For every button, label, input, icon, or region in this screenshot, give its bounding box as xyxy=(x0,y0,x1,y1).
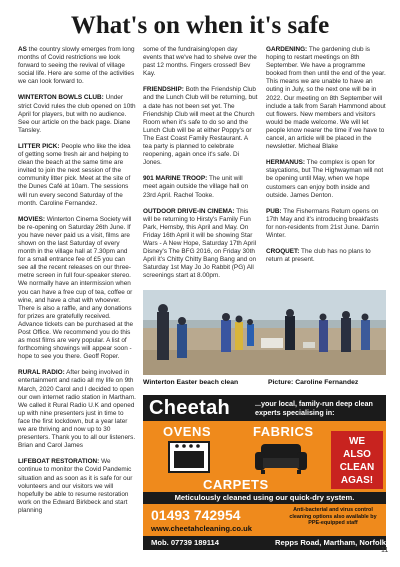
article-paragraph xyxy=(18,143,136,208)
advert-meticulous: Meticulously cleaned using our quick-dry system. xyxy=(143,492,386,504)
column-1 xyxy=(18,46,136,523)
clean-agas-badge xyxy=(331,431,383,489)
article-text: After being involved in entertainment and radio all my life on 9th March, 2020 Carol and I decided to open our own internet radio station in Martham. We called it Rural Radio U.K and opened up with nine presenters just in time to face the first lockdown, but a year later we are thriving and now up to 30 presenters. Thank you to all our listeners. Brian and Carol James xyxy=(18,369,136,450)
article-paragraph xyxy=(266,159,386,199)
article-text: The gardening club is hoping to restart meetings on 8th September. We have a programme booked from then until the end of the year. This means we are unable to have an outing in July, so the next one will be in 2022. Our meeting on 8th September will include a talk from Sarah Hammond about cut flowers. New members and visitors would be made welcome. We will let people know nearer the time if we have to cancel, an article will be placed in the newsletter. Micheal Blake xyxy=(266,46,386,151)
advert-fabrics-label: FABRICS xyxy=(253,424,314,439)
article-text: The club has no plans to return at present. xyxy=(266,248,371,264)
badge-line: ALSO xyxy=(343,449,371,460)
article-heading: RURAL RADIO: xyxy=(18,369,65,377)
page-title: What's on when it's safe xyxy=(70,12,330,39)
article-text: The Fishermans Return opens on 17th May and it's introducing breakfasts for non-residents from 21st June. Darrin Winter. xyxy=(266,207,379,239)
article-heading: 901 MARINE TROOP: xyxy=(143,175,208,183)
advert-website: www.cheetahcleaning.co.uk xyxy=(151,524,252,533)
article-text: People who like the idea of getting some fresh air and helping to clean the beach at the same time are invited to join the next session of the community litter pick. Meet at the site of the Dunes Café at 10am. The sessions will run every second Saturday of the month. Caroline Fernandez. xyxy=(18,142,131,207)
advert-tagline: ...your local, family-run deep clean experts specialising in: xyxy=(255,399,373,417)
article-heading: OUTDOOR DRIVE-IN CINEMA: xyxy=(143,207,235,215)
column-2 xyxy=(143,46,258,288)
article-paragraph xyxy=(143,46,258,78)
article-paragraph xyxy=(18,458,136,515)
article-heading: HERMANUS: xyxy=(266,159,306,167)
article-paragraph xyxy=(266,208,386,240)
article-heading: MOVIES: xyxy=(18,215,45,223)
article-paragraph xyxy=(143,175,258,199)
advert-phone: 01493 742954 xyxy=(151,507,241,523)
article-paragraph xyxy=(266,248,386,264)
article-heading: CROQUET: xyxy=(266,248,300,256)
article-heading: FRIENDSHIP: xyxy=(143,86,184,94)
article-text: the country slowly emerges from long months of Covid restrictions we look forward to seeing the revival of village social life. Here are some of the activities we can look forward to. xyxy=(18,46,135,86)
advert-carpets-label: CARPETS xyxy=(203,477,269,492)
article-heading: WINTERTON BOWLS CLUB: xyxy=(18,94,104,102)
article-text: Under strict Covid rules the club opened on 10th April for players, but with no audience. See our article on the back page. Diane Tansley. xyxy=(18,94,136,134)
photo-caption: Winterton Easter beach clean xyxy=(143,379,239,386)
article-heading: AS xyxy=(18,46,27,53)
article-heading: LITTER PICK: xyxy=(18,142,60,150)
photo-credit: Picture: Caroline Fernandez xyxy=(268,379,359,386)
article-text: Winterton Cinema Society will be re-opening on Saturday 26th June. If you have never paid us a visit, films are shown on the last Saturday of every month in the village hall at 7.30pm and for a small entrance fee of £5 you can see all the recent releases on our three-metre screen in full four-speaker stereo. We normally have an intermission when you can have a free cup of tea, coffee or wine, and have a chat with whoever. There is also a raffle, and any donations for prizes are gratefully received. Advance tickets can be purchased at the Post Office. We recommend you do this as most films are very popular. A list of forthcoming showings will appear soon - hope to see you there. Geoff Roper. xyxy=(18,215,134,361)
advert-ovens-label: OVENS xyxy=(163,424,212,439)
article-heading: PUB: xyxy=(266,207,282,215)
advert-anti-bacterial: Anti-bacterial and virus control cleaning options also available by PPE-equipped staff xyxy=(289,507,377,527)
oven-icon xyxy=(167,440,211,474)
advert-header xyxy=(143,395,386,421)
badge-line: AGAS! xyxy=(340,475,374,486)
badge-line: WE xyxy=(348,436,366,447)
article-text: some of the fundraising/open day events that we've had to shelve over the past 12 months. Fingers crossed! Bev Kay. xyxy=(143,46,257,78)
article-paragraph xyxy=(266,46,386,151)
page-number: 11 xyxy=(381,547,389,554)
badge-line: CLEAN xyxy=(339,462,375,473)
article-text: The unit will meet again outside the village hall on 23rd April. Rachel Tooke. xyxy=(143,175,249,199)
article-paragraph xyxy=(18,369,136,450)
article-text: Both the Friendship Club and the Lunch Club will be returning, but a date has not been set yet. The Friendship Club will meet at the Church Room when it's safe to do so and the Lunch Club will be at either Poppy's or The East Coast Family Restaurant. A tea party is planned to celebrate reopening, again once it's safe. Di Jones. xyxy=(143,86,258,167)
article-paragraph xyxy=(18,46,136,86)
advert-footer xyxy=(143,536,386,550)
advert-mobile: Mob. 07739 189114 xyxy=(151,538,219,547)
article-paragraph xyxy=(143,86,258,167)
article-text: We continue to monitor the Covid Pandemic situation and as soon as it is safe for our volunteers and our visitors we will hopefully be able to resume restoration work on the Edward Birkbeck and start planning xyxy=(18,458,133,514)
beach-clean-photo xyxy=(143,290,386,375)
article-text: This will be returning to Hirsty's Family Fun Park, Hemsby, this April and May. On Friday 16th April it will be showing Star Wars - A New Hope, Saturday 17th April Disney's The BFG 2016, on Friday 30th April it's Chitty Chitty Bang Bang and on Saturday 1st May Jo Jo Rabbit (PG) All screenings start at 8.00pm. xyxy=(143,207,257,280)
advert-address: Repps Road, Martham, Norfolk xyxy=(275,538,386,547)
column-3 xyxy=(266,46,386,272)
article-paragraph xyxy=(18,216,136,362)
sofa-icon xyxy=(253,440,309,476)
beach-clean-photo-image xyxy=(143,290,386,375)
article-heading: LIFEBOAT RESTORATION: xyxy=(18,458,100,466)
article-paragraph xyxy=(143,208,258,281)
article-text: The complex is open for staycations, but The Highwayman will not be opening until May, when we hope customers can enjoy both inside and outside. James Denton. xyxy=(266,159,384,199)
article-heading: GARDENING: xyxy=(266,46,308,53)
cheetah-advert xyxy=(143,395,386,550)
article-paragraph xyxy=(18,94,136,134)
advert-brand: Cheetah xyxy=(149,397,231,419)
